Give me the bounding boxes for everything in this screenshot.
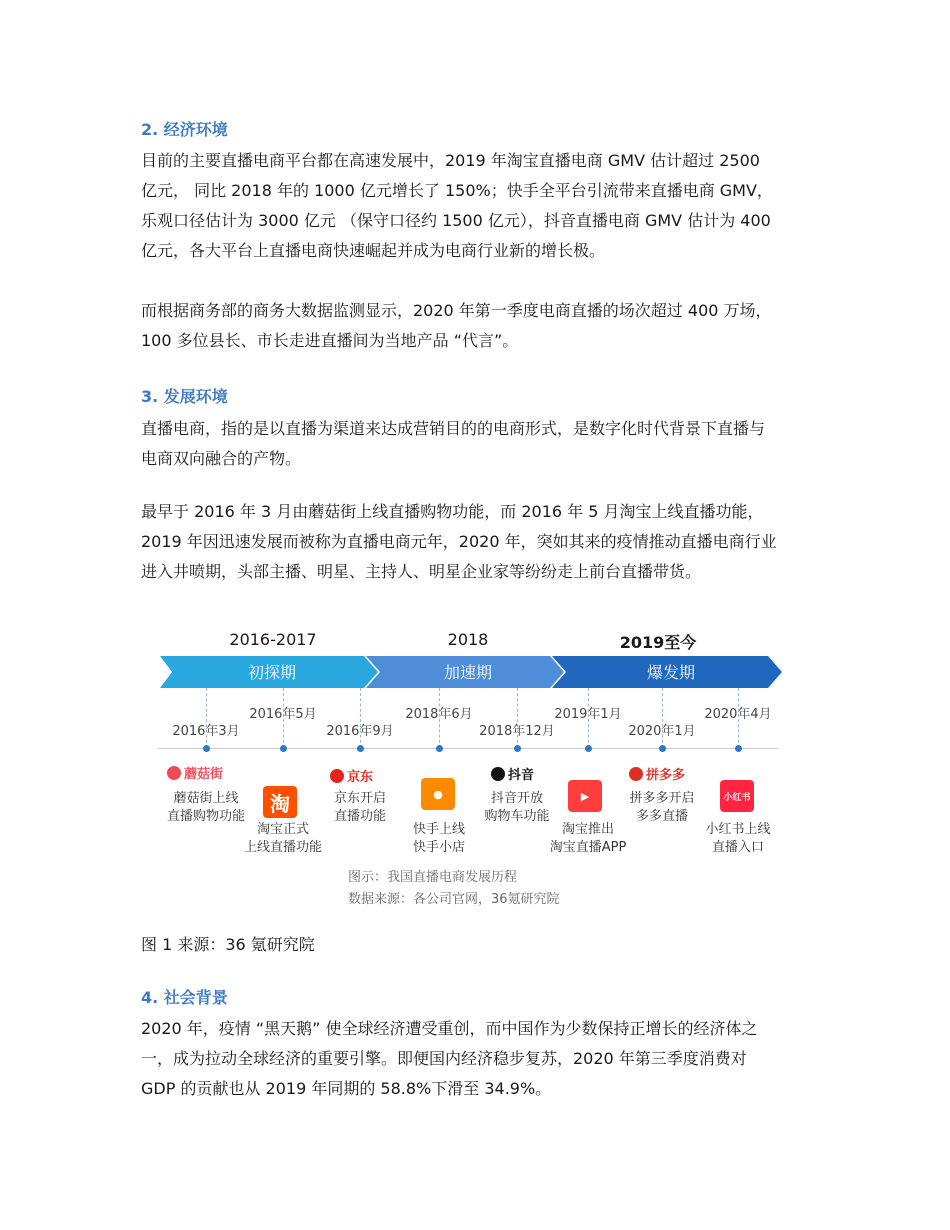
event-dot — [585, 745, 592, 752]
event-date: 2020年4月 — [704, 707, 772, 722]
event-dot — [280, 745, 287, 752]
event-description-line: 拼多多开启 — [629, 791, 695, 806]
event-description — [484, 790, 549, 826]
platform-logo — [167, 763, 223, 782]
event-dot — [659, 745, 666, 752]
event-description-line: 快手小店 — [412, 840, 466, 855]
event-date: 2020年1月 — [628, 724, 696, 739]
event-tick — [588, 688, 589, 748]
phase-name: 爆发期 — [646, 663, 695, 682]
platform-logo-text: 抖音 — [508, 768, 535, 783]
event-description-line: 多多直播 — [635, 809, 689, 824]
event-date: 2019年1月 — [554, 707, 622, 722]
event-description-line: 直播购物功能 — [166, 809, 246, 824]
event-description — [244, 821, 322, 857]
figure-source-caption: 数据来源：各公司官网，36氪研究院 — [348, 892, 560, 907]
paragraph: 最早于 2016 年 3 月由蘑菇街上线直播购物功能，而 2016 年 5 月淘宝上线直播功能， 2019 年因迅速发展而被称为直播电商元年，2020 年，突如其来的疫情推动直播电商行业 进入井喷期，头部主播、明星、主持人、明星企业家等纷纷走上前台直播带货。 — [141, 502, 777, 581]
timeline-axis — [158, 748, 778, 749]
event-tick — [439, 688, 440, 748]
platform-logo-text: 蘑菇街 — [184, 767, 224, 782]
event-dot — [735, 745, 742, 752]
event-tick — [662, 688, 663, 748]
paragraph: 而根据商务部的商务大数据监测显示，2020 年第一季度电商直播的场次超过 400 万场， 100 多位县长、市长走进直播间为当地产品 “代言”。 — [141, 301, 772, 350]
event-description — [167, 790, 245, 826]
platform-logo — [263, 786, 297, 818]
event-description-line: 直播功能 — [333, 809, 387, 824]
event-tick — [517, 688, 518, 748]
section-heading-development: 3. 发展环境 — [141, 387, 228, 406]
event-description — [629, 790, 694, 826]
paragraph: 目前的主要直播电商平台都在高速发展中，2019 年淘宝直播电商 GMV 估计超过 2500 亿元， 同比 2018 年的 1000 亿元增长了 150%；快手全平台引流带来直播电商 GMV， 乐观口径估计为 3000 亿元 （保守口径约 1500 亿元），抖音直播电商 GMV 估计为 400 亿元，各大平台上直播电商快速崛起并成为电商行业新的增长极。 — [141, 151, 773, 260]
event-description — [413, 821, 465, 857]
timeline-figure — [158, 628, 788, 913]
phase-name: 加速期 — [443, 663, 492, 682]
platform-logo — [421, 778, 455, 810]
phase-year-label: 2019至今 — [619, 633, 697, 652]
phase-year-label: 2016-2017 — [229, 630, 317, 649]
event-dot — [436, 745, 443, 752]
event-description-line: 淘宝推出 — [561, 822, 615, 837]
section-heading-economy: 2. 经济环境 — [141, 120, 228, 139]
event-description-line: 购物车功能 — [484, 809, 550, 824]
event-description-line: 小红书上线 — [705, 822, 771, 837]
event-description-line: 淘宝正式 — [256, 822, 310, 837]
event-description — [334, 790, 386, 826]
event-description-line: 快手上线 — [412, 822, 466, 837]
platform-logo-text: 京东 — [347, 770, 374, 785]
figure-source-line: 图 1 来源：36 氪研究院 — [141, 935, 315, 954]
event-description-line: 抖音开放 — [490, 791, 544, 806]
platform-logo — [330, 766, 373, 785]
platform-logo — [491, 764, 534, 783]
figure-caption: 图示：我国直播电商发展历程 — [348, 870, 518, 885]
event-description-line: 上线直播功能 — [243, 840, 323, 855]
platform-logo-icon — [629, 767, 643, 781]
event-description — [705, 821, 770, 857]
event-date: 2018年12月 — [479, 724, 555, 739]
platform-logo-icon — [167, 766, 181, 780]
event-tick — [360, 688, 361, 748]
platform-logo-icon — [330, 769, 344, 783]
event-description-line: 蘑菇街上线 — [173, 791, 239, 806]
event-tick — [738, 688, 739, 748]
event-date: 2016年5月 — [249, 707, 317, 722]
event-date: 2016年3月 — [172, 724, 240, 739]
event-tick — [206, 688, 207, 748]
platform-logo-icon: ● — [421, 778, 455, 810]
section-heading-social: 4. 社会背景 — [141, 988, 228, 1007]
phase-name: 初探期 — [247, 663, 296, 682]
platform-logo-icon: 淘 — [263, 786, 297, 818]
phase-year-label: 2018 — [447, 630, 489, 649]
event-dot — [203, 745, 210, 752]
event-description — [550, 821, 627, 857]
platform-logo — [629, 764, 685, 783]
platform-logo — [568, 780, 602, 812]
event-description-line: 直播入口 — [711, 840, 765, 855]
event-tick — [283, 688, 284, 748]
platform-logo — [720, 780, 754, 812]
event-dot — [357, 745, 364, 752]
platform-logo-text: 拼多多 — [646, 768, 686, 783]
event-description-line: 淘宝直播APP — [549, 840, 627, 855]
event-date: 2016年9月 — [326, 724, 394, 739]
event-dot — [514, 745, 521, 752]
paragraph: 2020 年，疫情 “黑天鹅” 使全球经济遭受重创，而中国作为少数保持正增长的经济体之 一，成为拉动全球经济的重要引擎。即便国内经济稳步复苏，2020 年第三季度消费对 GDP 的贡献也从 2019 年同期的 58.8%下滑至 34.9%。 — [141, 1019, 758, 1098]
event-description-line: 京东开启 — [333, 791, 387, 806]
paragraph: 直播电商，指的是以直播为渠道来达成营销目的的电商形式，是数字化时代背景下直播与 电商双向融合的产物。 — [141, 419, 766, 468]
platform-logo-icon: 小红书 — [720, 780, 754, 812]
platform-logo-icon — [491, 767, 505, 781]
platform-logo-icon: ▶ — [568, 780, 602, 812]
event-date: 2018年6月 — [405, 707, 473, 722]
